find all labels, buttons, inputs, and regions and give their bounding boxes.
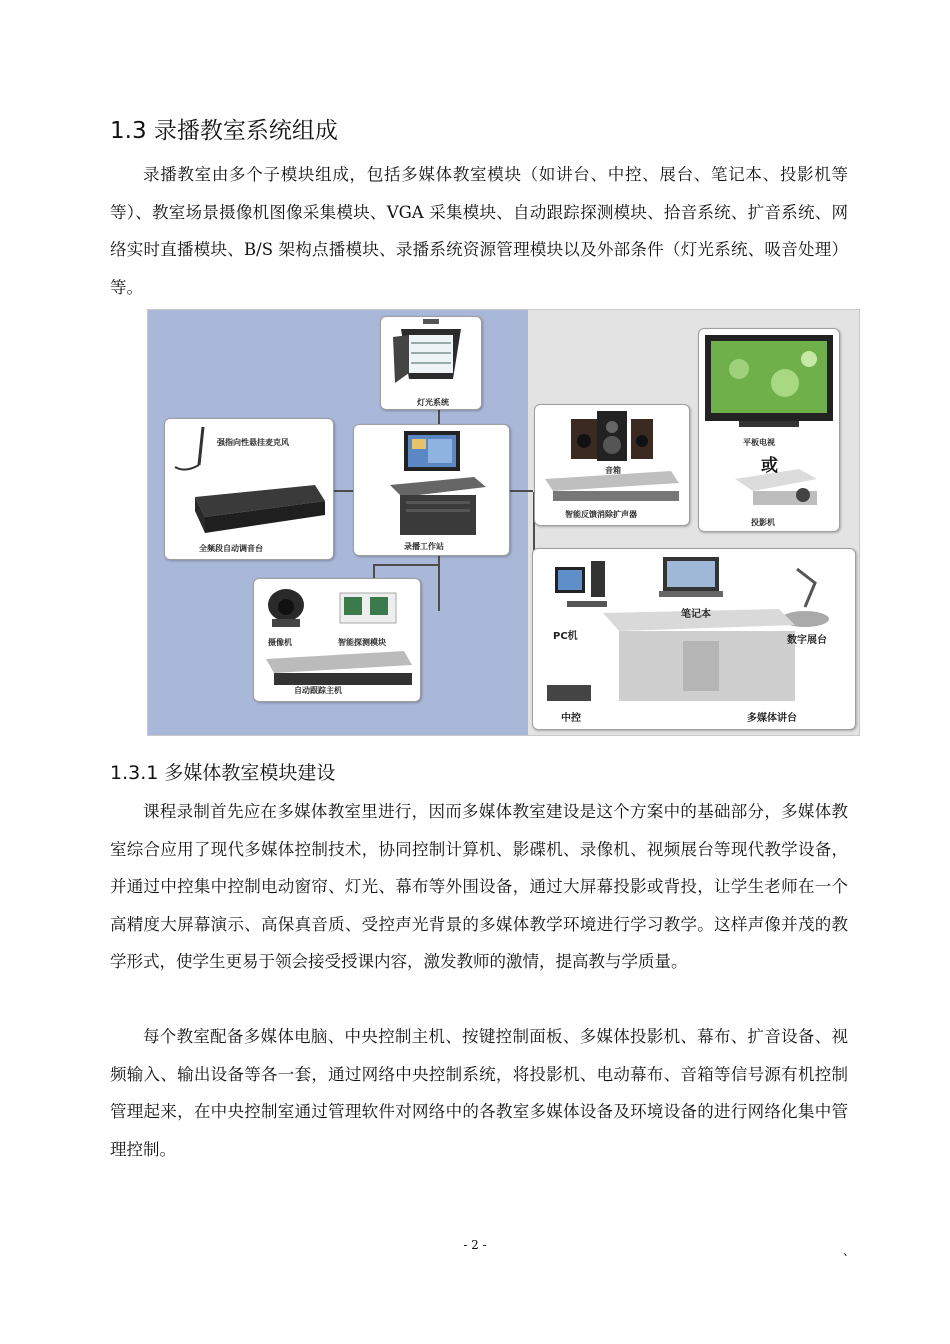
mic-label: 强指向性悬挂麦克风 [217,438,289,447]
section-paragraph: 录播教室由多个子模块组成，包括多媒体教室模块（如讲台、中控、展台、笔记本、投影机等等）、教室场景摄像机图像采集模块、VGA 采集模块、自动跟踪探测模块、拾音系统、扩音系统、网络实时直播模块、B/S 架构点播模块、录播系统资源管理模块以及外部条件（灯光系统、吸音处理）等。 [110,165,848,297]
laptop-label: 笔记本 [681,609,711,620]
speaker-amplifier-icon [535,405,689,505]
corner-mark: 、 [843,1244,856,1258]
or-label: 或 [761,456,778,476]
podium-card [532,548,856,730]
stage-light-icon [381,317,481,392]
system-diagram [147,309,860,736]
subsection-paragraph-1: 课程录制首先应在多媒体教室里进行，因而多媒体教室建设是这个方案中的基础部分，多媒体教室综合应用了现代多媒体控制技术，协同控制计算机、影碟机、录像机、视频展台等现代教学设备，并通过中控集中控制电动窗帘、灯光、幕布等外围设备，通过大屏幕投影或背投，让学生老师在一个高精度大屏幕演示、高保真音质、受控声光背景的多媒体教学环境进行学习教学。这样声像并茂的教学形式，使学生更易于领会接受授课内容，激发教师的激情，提高教与学质量。 [110,802,848,971]
display-card [698,328,840,532]
mixer-label: 全频段自动调音台 [199,544,263,553]
camera-label: 摄像机 [268,638,292,647]
subsection-heading: 1.3.1 多媒体教室模块建设 [110,762,336,784]
subsection-paragraph-2: 每个教室配备多媒体电脑、中央控制主机、按键控制面板、多媒体投影机、幕布、扩音设备、视频输入、输出设备等各一套，通过网络中央控制系统，将投影机、电动幕布、音箱等信号源有机控制管理起来，在中央控制室通过管理软件对网络中的各教室多媒体设备及环境设备的进行网络化集中管理控制。 [110,1027,848,1159]
section-heading: 1.3 录播教室系统组成 [110,118,338,144]
amplifier-card [534,404,690,526]
workstation-icon [354,425,509,537]
speaker-label: 音箱 [605,466,621,475]
visualizer-label: 数字展台 [787,635,827,646]
tracking-card [253,578,421,702]
light-system-card [380,316,482,410]
workstation-label: 录播工作站 [404,542,444,551]
amplifier-label: 智能反馈消除扩声器 [565,510,637,519]
projector-label: 投影机 [751,518,775,527]
tv-projector-icon [699,329,839,509]
tv-label: 平板电视 [743,438,775,447]
wire-track-vertical [373,564,375,578]
pc-label: PC机 [553,631,578,642]
light-system-label: 灯光系统 [417,398,449,407]
podium-label: 多媒体讲台 [747,713,797,724]
mixer-card [164,418,334,560]
controller-label: 中控 [561,713,581,724]
detector-label: 智能探测模块 [338,638,386,647]
workstation-card [353,424,510,556]
wire-track-horizontal [373,564,439,566]
tracker-label: 自动跟踪主机 [294,686,342,695]
page-number: - 2 - [463,1238,487,1252]
